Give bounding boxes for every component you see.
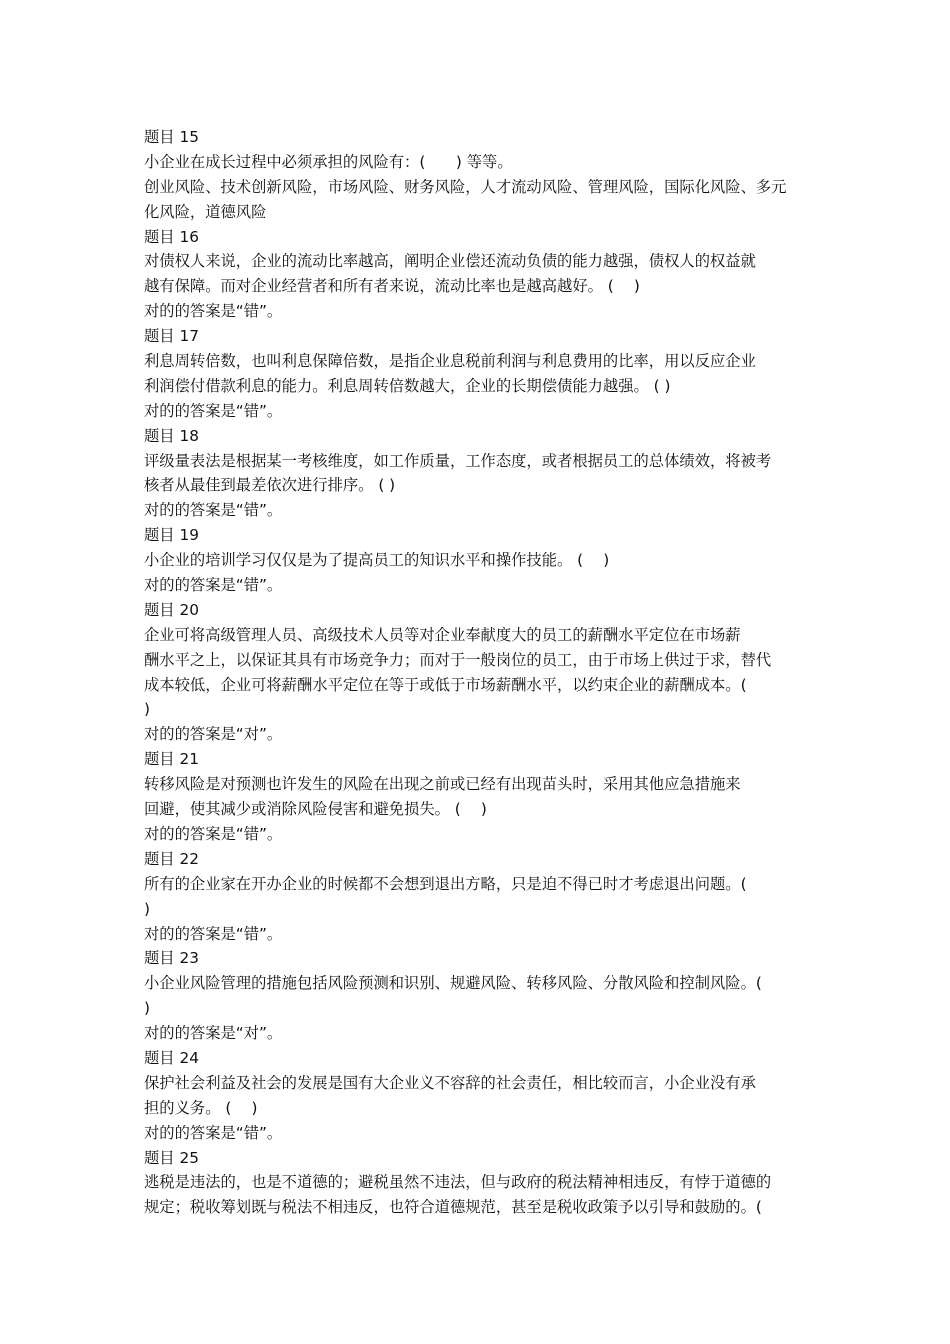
text-line: 规定；税收筹划既与税法不相违反，也符合道德规范，甚至是税收政策予以引导和鼓励的。( [144, 1198, 762, 1217]
text-line: 题目 25 [144, 1148, 199, 1167]
text-line: ) [144, 999, 150, 1018]
text-line: 越有保障。而对企业经营者和所有者来说，流动比率也是越高越好。 ( ) [144, 277, 640, 296]
text-line: 对的的答案是“错”。 [144, 576, 283, 595]
text-line: 对的的答案是“对”。 [144, 1024, 283, 1043]
text-line: 对的的答案是“对”。 [144, 725, 283, 744]
text-line: 题目 21 [144, 750, 199, 769]
text-line: 化风险，道德风险 [144, 202, 267, 221]
text-line: 对的的答案是“错”。 [144, 401, 283, 420]
text-line: 题目 19 [144, 526, 199, 545]
text-line: 转移风险是对预测也许发生的风险在出现之前或已经有出现苗头时，采用其他应急措施来 [144, 775, 741, 794]
text-line: 所有的企业家在开办企业的时候都不会想到退出方略，只是迫不得已时才考虑退出问题。( [144, 874, 747, 893]
text-line: 核者从最佳到最差依次进行排序。 ( ) [144, 476, 396, 495]
text-line: 对的的答案是“错”。 [144, 1123, 283, 1142]
text-line: 评级量表法是根据某一考核维度，如工作质量，工作态度，或者根据员工的总体绩效，将被考 [144, 451, 772, 470]
text-line: 逃税是违法的，也是不道德的；避税虽然不违法，但与政府的税法精神相违反，有悖于道德的 [144, 1173, 772, 1192]
text-line: 对的的答案是“错”。 [144, 302, 283, 321]
text-line: 小企业风险管理的措施包括风险预测和识别、规避风险、转移风险、分散风险和控制风险。( [144, 974, 762, 993]
text-line: 题目 22 [144, 849, 199, 868]
text-line: 利息周转倍数，也叫利息保障倍数，是指企业息税前利润与利息费用的比率，用以反应企业 [144, 352, 756, 371]
text-line: 对的的答案是“错”。 [144, 824, 283, 843]
text-line: 回避，使其减少或消除风险侵害和避免损失。 ( ) [144, 800, 487, 819]
text-line: 企业可将高级管理人员、高级技术人员等对企业奉献度大的员工的薪酬水平定位在市场薪 [144, 625, 741, 644]
text-line: 题目 17 [144, 327, 199, 346]
text-line: 小企业的培训学习仅仅是为了提高员工的知识水平和操作技能。 ( ) [144, 551, 610, 570]
text-line: 酬水平之上，以保证其具有市场竞争力；而对于一般岗位的员工，由于市场上供过于求，替代 [144, 650, 772, 669]
text-line: 利润偿付借款利息的能力。利息周转倍数越大，企业的长期偿债能力越强。 ( ) [144, 376, 671, 395]
text-line: 题目 24 [144, 1048, 199, 1067]
text-line: 题目 18 [144, 426, 199, 445]
text-line: 题目 15 [144, 128, 199, 146]
text-line: ) [144, 700, 150, 719]
text-line: 保护社会利益及社会的发展是国有大企业义不容辞的社会责任，相比较而言，小企业没有承 [144, 1073, 756, 1092]
text-line: 担的义务。 ( ) [144, 1098, 258, 1117]
text-line: 对债权人来说，企业的流动比率越高，阐明企业偿还流动负债的能力越强，债权人的权益就 [144, 252, 756, 271]
text-line: ) [144, 899, 150, 918]
text-line: 成本较低，企业可将薪酬水平定位在等于或低于市场薪酬水平，以约束企业的薪酬成本。( [144, 675, 747, 694]
text-line: 对的的答案是“错”。 [144, 924, 283, 943]
text-line: 对的的答案是“错”。 [144, 501, 283, 520]
text-line: 题目 23 [144, 949, 199, 968]
text-line: 创业风险、技术创新风险，市场风险、财务风险，人才流动风险、管理风险，国际化风险、多元 [144, 177, 787, 196]
text-line: 题目 20 [144, 600, 199, 619]
document-body [144, 125, 810, 1220]
text-line: 小企业在成长过程中必须承担的风险有：( ) 等等。 [144, 152, 513, 171]
text-line: 题目 16 [144, 227, 199, 246]
